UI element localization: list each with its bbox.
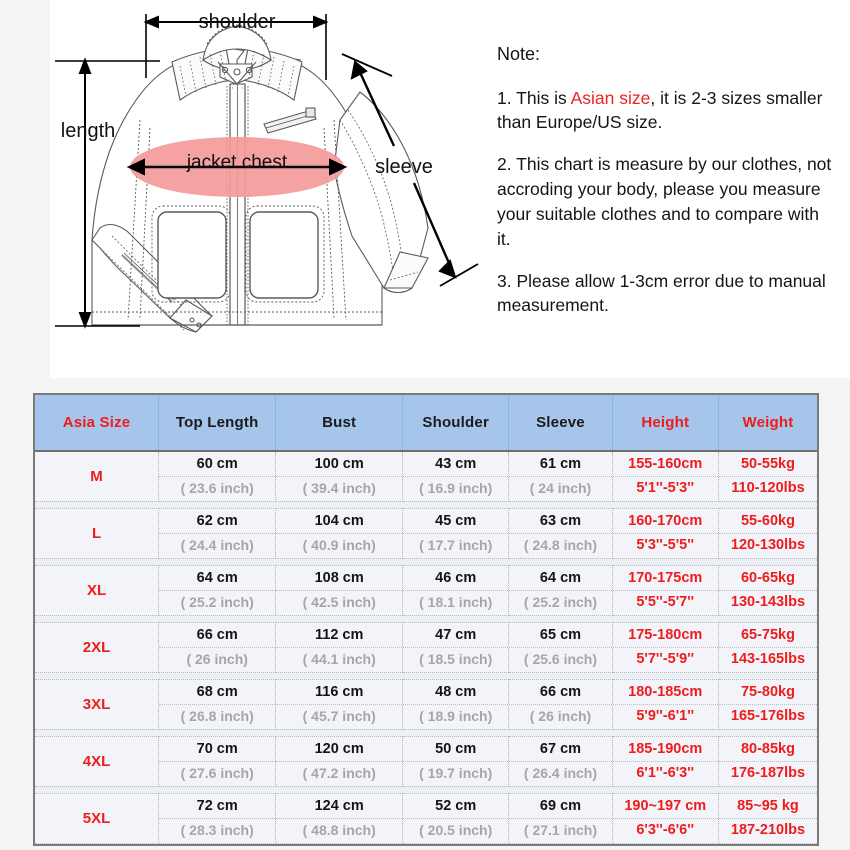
measurement-primary: 100 cm [276,453,402,477]
measurement-primary: 190~197 cm [613,795,718,819]
measurement-primary: 65 cm [509,624,611,648]
measurement-secondary: 5'7''-5'9'' [636,650,695,667]
measurement-cell [403,793,509,843]
measurement-secondary: 176-187lbs [730,764,806,781]
measurement-cell [403,565,509,615]
measurement-primary: 72 cm [159,795,275,819]
column-header-asia-size[interactable]: Asia Size [35,395,159,451]
measurement-primary: 60-65kg [719,567,817,591]
table-row[interactable] [35,679,817,729]
row-spacer-cell [35,729,817,736]
column-header-top-length[interactable]: Top Length [159,395,276,451]
jacket-chest-label: jacket chest [186,152,288,173]
measurement-primary: 185-190cm [613,738,718,762]
measurement-primary: 68 cm [159,681,275,705]
table-header-row [35,395,817,451]
row-spacer [35,672,817,679]
measurement-cell [718,679,817,729]
measurement-secondary: ( 45.7 inch) [302,707,376,724]
measurement-primary: 43 cm [403,453,508,477]
measurement-cell [159,679,276,729]
measurement-primary: 124 cm [276,795,402,819]
measurement-cell [612,736,718,786]
measurement-primary: 120 cm [276,738,402,762]
measurement-secondary: ( 24.4 inch) [180,536,254,553]
table-row[interactable] [35,565,817,615]
length-label: length [60,120,116,142]
size-label-cell: L [35,508,159,558]
measurement-secondary: ( 44.1 inch) [302,650,376,667]
measurement-cell [718,736,817,786]
measurement-secondary: 5'1''-5'3'' [636,479,695,496]
measurement-secondary: 130-143lbs [730,593,806,610]
table-row[interactable] [35,622,817,672]
row-spacer [35,729,817,736]
measurement-primary: 70 cm [159,738,275,762]
measurement-primary: 50 cm [403,738,508,762]
row-spacer-cell [35,558,817,565]
measurement-secondary: ( 40.9 inch) [302,536,376,553]
measurement-secondary: ( 25.6 inch) [523,650,598,667]
measurement-primary: 64 cm [509,567,611,591]
measurement-secondary: ( 23.6 inch) [180,479,254,496]
measurement-cell [718,508,817,558]
measurement-primary: 66 cm [159,624,275,648]
measurement-cell [718,622,817,672]
note-item-2: 2. This chart is measure by our clothes, not accroding your body, please you measure your suitable clothes and to compare with it. [497,154,832,249]
measurement-primary: 160-170cm [613,510,718,534]
measurement-cell [403,451,509,501]
measurement-cell [159,508,276,558]
measurement-secondary: 187-210lbs [730,821,806,838]
size-label-cell: 2XL [35,622,159,672]
measurement-secondary: ( 42.5 inch) [302,593,376,610]
measurement-cell [276,679,403,729]
measurement-cell [612,565,718,615]
measurement-cell [276,508,403,558]
size-label-cell: 5XL [35,793,159,843]
measurement-cell [403,736,509,786]
measurement-secondary: ( 28.3 inch) [180,821,254,838]
measurement-primary: 62 cm [159,510,275,534]
measurement-secondary: ( 26 inch) [186,650,248,667]
measurement-cell [509,565,612,615]
table-row[interactable] [35,508,817,558]
column-header-bust[interactable]: Bust [276,395,403,451]
measurement-primary: 45 cm [403,510,508,534]
measurement-cell [612,622,718,672]
row-spacer [35,501,817,508]
measurement-cell [509,508,612,558]
size-chart-table [35,395,817,844]
measurement-primary: 108 cm [276,567,402,591]
measurement-cell [276,622,403,672]
measurement-secondary: ( 18.5 inch) [419,650,493,667]
measurement-primary: 47 cm [403,624,508,648]
table-row[interactable] [35,736,817,786]
note-item-3: 3. Please allow 1-3cm error due to manual measurement. [497,270,826,316]
measurement-primary: 67 cm [509,738,611,762]
table-body [35,451,817,843]
measurement-secondary: 143-165lbs [730,650,806,667]
note-1-part-b: , it is 2-3 sizes smaller than Europe/US size. [497,87,823,133]
measurement-secondary: 6'3''-6'6'' [636,821,695,838]
measurement-secondary: ( 27.1 inch) [523,821,598,838]
measurement-cell [509,451,612,501]
measurement-secondary: ( 17.7 inch) [419,536,493,553]
measurement-primary: 55-60kg [719,510,817,534]
measurement-secondary: ( 47.2 inch) [302,764,376,781]
measurement-secondary: ( 26.8 inch) [180,707,254,724]
measurement-cell [276,451,403,501]
row-spacer-cell [35,672,817,679]
measurement-primary: 64 cm [159,567,275,591]
column-header-shoulder[interactable]: Shoulder [403,395,509,451]
measurement-primary: 65-75kg [719,624,817,648]
measurement-primary: 46 cm [403,567,508,591]
measurement-cell [509,679,612,729]
measurement-primary: 112 cm [276,624,402,648]
measurement-secondary: 5'5''-5'7'' [636,593,695,610]
measurement-secondary: ( 19.7 inch) [419,764,493,781]
measurement-primary: 69 cm [509,795,611,819]
measurement-primary: 155-160cm [613,453,718,477]
measurement-cell [159,793,276,843]
measurement-primary: 75-80kg [719,681,817,705]
notes-title: Note: [497,44,541,64]
measurement-secondary: ( 25.2 inch) [523,593,598,610]
notes-block [497,42,837,335]
measurement-cell [159,736,276,786]
measurement-primary: 48 cm [403,681,508,705]
measurement-cell [403,508,509,558]
measurement-primary: 116 cm [276,681,402,705]
measurement-cell [612,451,718,501]
measurement-primary: 170-175cm [613,567,718,591]
sleeve-label: sleeve [375,156,433,178]
measurement-primary: 52 cm [403,795,508,819]
measurement-secondary: 165-176lbs [730,707,806,724]
row-spacer [35,786,817,793]
measurement-cell [509,736,612,786]
measurement-secondary: 120-130lbs [730,536,806,553]
table-header [35,395,817,451]
measurement-cell [612,793,718,843]
measurement-primary: 80-85kg [719,738,817,762]
size-label-cell: 4XL [35,736,159,786]
measurement-primary: 60 cm [159,453,275,477]
measurement-secondary: ( 27.6 inch) [180,764,254,781]
measurement-primary: 63 cm [509,510,611,534]
measurement-primary: 175-180cm [613,624,718,648]
measurement-secondary: 5'3''-5'5'' [636,536,695,553]
measurement-secondary: ( 26 inch) [529,707,592,724]
measurement-primary: 180-185cm [613,681,718,705]
measurement-secondary: ( 24.8 inch) [523,536,598,553]
column-header-sleeve[interactable]: Sleeve [509,395,612,451]
measurement-cell [718,451,817,501]
note-1-part-a: 1. This is [497,87,571,108]
measurement-primary: 50-55kg [719,453,817,477]
size-label-cell: XL [35,565,159,615]
measurement-cell [159,451,276,501]
size-label-cell: M [35,451,159,501]
row-spacer [35,615,817,622]
measurement-secondary: ( 18.9 inch) [419,707,493,724]
table-row[interactable] [35,793,817,843]
measurement-cell [403,679,509,729]
row-spacer-cell [35,786,817,793]
measurement-cell [509,793,612,843]
measurement-cell [612,508,718,558]
row-spacer [35,558,817,565]
measurement-secondary: ( 20.5 inch) [419,821,493,838]
measurement-secondary: ( 16.9 inch) [419,479,493,496]
measurement-secondary: ( 39.4 inch) [302,479,376,496]
measurement-secondary: 5'9''-6'1'' [636,707,695,724]
measurement-cell [718,793,817,843]
measurement-cell [718,565,817,615]
measurement-primary: 61 cm [509,453,611,477]
measurement-secondary: 6'1''-6'3'' [636,764,695,781]
measurement-cell [159,565,276,615]
measurement-cell [276,565,403,615]
measurement-secondary: ( 24 inch) [529,479,592,496]
measurement-cell [509,622,612,672]
measurement-cell [612,679,718,729]
measurement-secondary: ( 25.2 inch) [180,593,254,610]
measurement-cell [276,736,403,786]
row-spacer-cell [35,501,817,508]
measurement-secondary: 110-120lbs [731,479,805,496]
note-item-1 [497,86,837,136]
measurement-primary: 104 cm [276,510,402,534]
measurement-secondary: ( 48.8 inch) [302,821,376,838]
shoulder-label: shoulder [198,11,276,33]
measurement-cell [159,622,276,672]
column-header-weight[interactable]: Weight [718,395,817,451]
measurement-cell [276,793,403,843]
measurement-cell [403,622,509,672]
measurement-primary: 85~95 kg [719,795,817,819]
measurement-primary: 66 cm [509,681,611,705]
asian-size-highlight: Asian size [570,87,651,108]
table-row[interactable] [35,451,817,501]
measurement-secondary: ( 18.1 inch) [419,593,493,610]
measurement-secondary: ( 26.4 inch) [523,764,598,781]
size-label-cell: 3XL [35,679,159,729]
column-header-height[interactable]: Height [612,395,718,451]
row-spacer-cell [35,615,817,622]
size-chart-table-container [33,393,819,846]
